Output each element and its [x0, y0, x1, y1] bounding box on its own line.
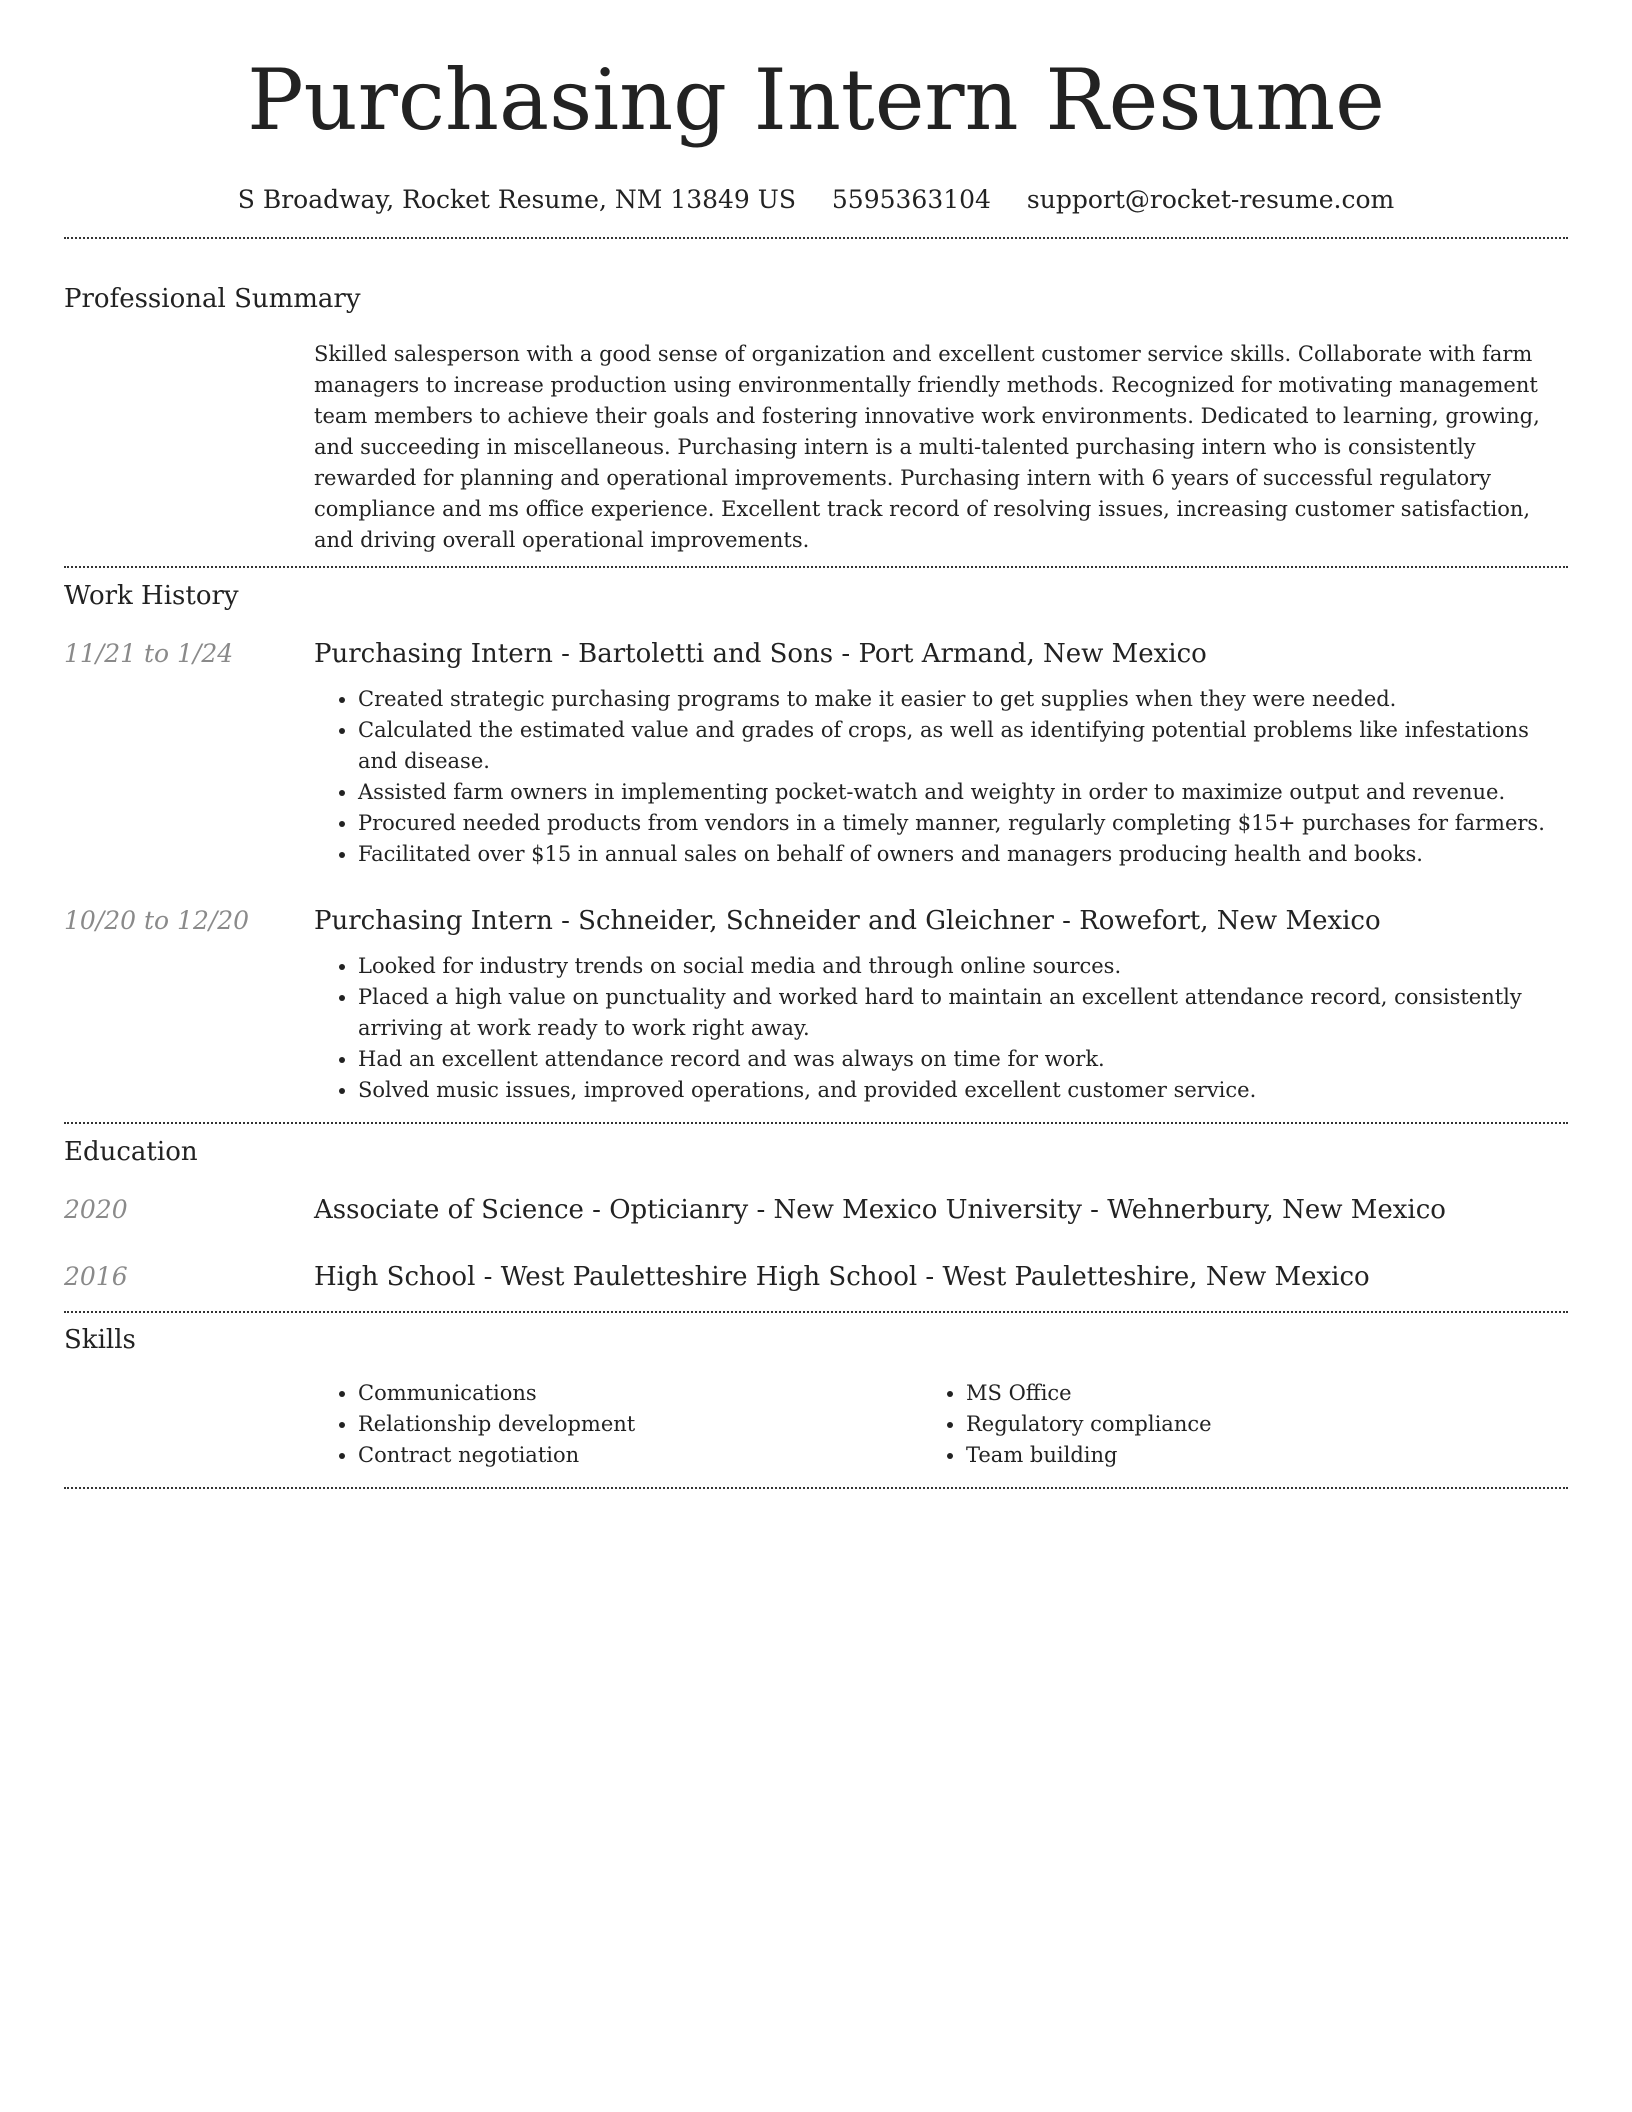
work-history-heading: Work History [64, 581, 239, 611]
education-1-year: 2020 [64, 1195, 128, 1224]
job-1-dates: 11/21 to 1/24 [64, 639, 234, 668]
list-item: • Placed a high value on punctuality and worked hard to maintain an excellent attendance record, consistently arriving at work ready to work right away. [358, 982, 1564, 1044]
contact-email: support@rocket-resume.com [1026, 185, 1395, 214]
summary-text: Skilled salesperson with a good sense of organization and excellent customer service skills. Collaborate with farm managers to increase production using environmentally friendly methods. Recognized for motivating management team members to achieve their goals and fostering innovative work environments. Dedicated to learning, growing, and succeeding in miscellaneous. Purchasing intern is a multi-talented purchasing intern who is consistently rewarded for planning and operational improvements. Purchasing intern with 6 years of successful regulatory compliance and ms office experience. Excellent track record of resolving issues, increasing customer satisfaction, and driving overall operational improvements. [314, 342, 1540, 552]
section-divider [64, 566, 1568, 568]
list-item: • Relationship development [358, 1409, 874, 1440]
list-item: • Had an excellent attendance record and was always on time for work. [358, 1044, 1564, 1075]
job-1 [314, 637, 1564, 870]
list-item: • Facilitated over $15 in annual sales on behalf of owners and managers producing health and books. [358, 839, 1564, 870]
education-2-year: 2016 [64, 1262, 128, 1291]
job-1-heading: Purchasing Intern - Bartoletti and Sons - Port Armand, New Mexico [314, 639, 1207, 669]
resume-header [0, 0, 1632, 216]
skills-right-list [922, 1378, 1482, 1471]
job-2-heading: Purchasing Intern - Schneider, Schneider and Gleichner - Rowefort, New Mexico [314, 906, 1381, 936]
resume-title: Purchasing Intern Resume [247, 51, 1385, 149]
skills-left-list [314, 1378, 874, 1471]
list-item: • MS Office [966, 1378, 1482, 1409]
section-divider [64, 1487, 1568, 1489]
job-2-bullets [314, 951, 1564, 1106]
skills-right-column [922, 1378, 1482, 1471]
skills-heading: Skills [64, 1325, 136, 1355]
contact-phone: 5595363104 [831, 185, 991, 214]
list-item: • Solved music issues, improved operations, and provided excellent customer service. [358, 1075, 1564, 1106]
section-divider [64, 1122, 1568, 1124]
list-item: • Procured needed products from vendors in a timely manner, regularly completing $15+ purchases for farmers. [358, 808, 1564, 839]
list-item: • Assisted farm owners in implementing pocket-watch and weighty in order to maximize output and revenue. [358, 777, 1564, 808]
list-item: • Created strategic purchasing programs to make it easier to get supplies when they were needed. [358, 684, 1564, 715]
section-divider [64, 1311, 1568, 1313]
list-item: • Communications [358, 1378, 874, 1409]
education-1-text: Associate of Science - Opticianry - New Mexico University - Wehnerbury, New Mexico [314, 1195, 1446, 1225]
job-2-dates: 10/20 to 12/20 [64, 906, 250, 935]
contact-address: S Broadway, Rocket Resume, NM 13849 US [237, 185, 796, 214]
list-item: • Calculated the estimated value and grades of crops, as well as identifying potential problems like infestations and disease. [358, 715, 1564, 777]
education-2-text: High School - West Pauletteshire High School - West Pauletteshire, New Mexico [314, 1262, 1370, 1292]
list-item: • Team building [966, 1440, 1482, 1471]
job-1-bullets [314, 684, 1564, 870]
skills-left-column [314, 1378, 874, 1471]
list-item: • Contract negotiation [358, 1440, 874, 1471]
section-divider [64, 237, 1568, 239]
education-heading: Education [64, 1137, 198, 1167]
list-item: • Looked for industry trends on social media and through online sources. [358, 951, 1564, 982]
contact-line [0, 184, 1632, 216]
summary-heading: Professional Summary [64, 284, 361, 314]
list-item: • Regulatory compliance [966, 1409, 1482, 1440]
job-2 [314, 904, 1564, 1106]
